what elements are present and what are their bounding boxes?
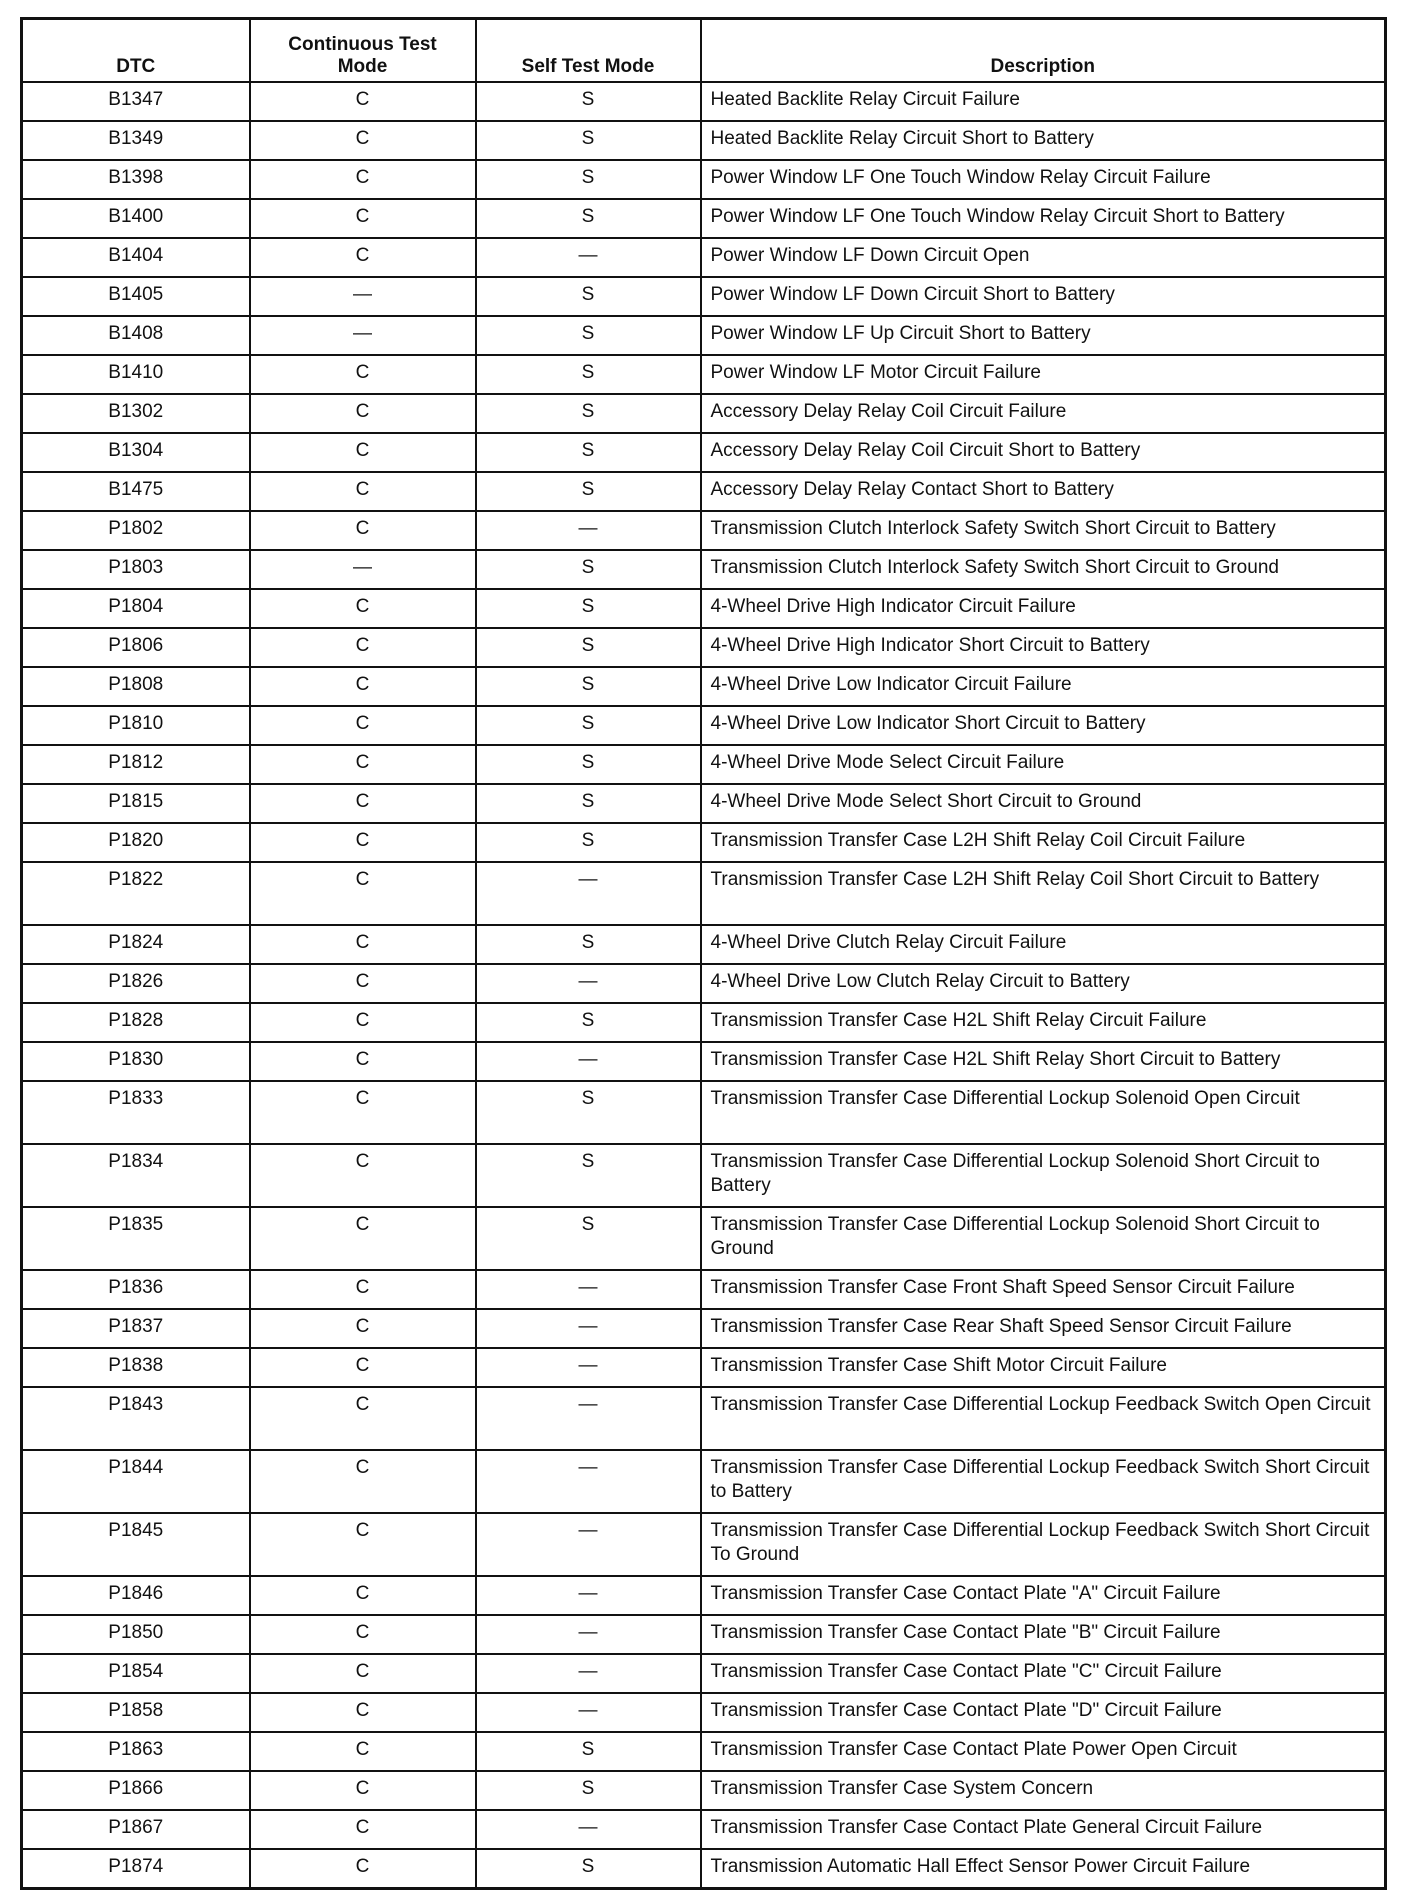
table-row bbox=[22, 784, 1386, 823]
description-cell: Power Window LF Motor Circuit Failure bbox=[701, 355, 1386, 394]
description-cell: Transmission Transfer Case Differential Lockup Solenoid Open Circuit bbox=[701, 1081, 1386, 1144]
table-row bbox=[22, 706, 1386, 745]
table-row bbox=[22, 1576, 1386, 1615]
dtc-code-cell: P1812 bbox=[22, 745, 250, 784]
continuous-test-mode-cell: C bbox=[250, 1654, 476, 1693]
table-row bbox=[22, 1042, 1386, 1081]
dtc-code-cell: P1854 bbox=[22, 1654, 250, 1693]
self-test-mode-cell: S bbox=[476, 160, 701, 199]
table-row bbox=[22, 1810, 1386, 1849]
continuous-test-mode-cell: C bbox=[250, 199, 476, 238]
self-test-mode-cell: — bbox=[476, 1450, 701, 1513]
continuous-test-mode-cell: C bbox=[250, 1849, 476, 1889]
dtc-code-cell: P1837 bbox=[22, 1309, 250, 1348]
self-test-mode-cell: — bbox=[476, 1615, 701, 1654]
description-cell: Accessory Delay Relay Coil Circuit Failure bbox=[701, 394, 1386, 433]
description-cell: Transmission Transfer Case Differential Lockup Solenoid Short Circuit to Ground bbox=[701, 1207, 1386, 1270]
continuous-test-mode-cell: C bbox=[250, 1615, 476, 1654]
description-cell: Transmission Transfer Case Differential Lockup Feedback Switch Short Circuit To Ground bbox=[701, 1513, 1386, 1576]
dtc-code-cell: P1836 bbox=[22, 1270, 250, 1309]
self-test-mode-cell: — bbox=[476, 1042, 701, 1081]
continuous-test-mode-cell: C bbox=[250, 1576, 476, 1615]
self-test-mode-cell: — bbox=[476, 1270, 701, 1309]
self-test-mode-cell: S bbox=[476, 1771, 701, 1810]
table-row bbox=[22, 628, 1386, 667]
continuous-test-mode-cell: C bbox=[250, 160, 476, 199]
table-row bbox=[22, 82, 1386, 121]
dtc-code-cell: P1835 bbox=[22, 1207, 250, 1270]
continuous-test-mode-cell: C bbox=[250, 1693, 476, 1732]
self-test-mode-cell: S bbox=[476, 823, 701, 862]
continuous-test-mode-cell: C bbox=[250, 1771, 476, 1810]
table-row bbox=[22, 1450, 1386, 1513]
self-test-mode-cell: S bbox=[476, 745, 701, 784]
continuous-test-mode-cell: — bbox=[250, 550, 476, 589]
description-cell: Power Window LF Down Circuit Short to Battery bbox=[701, 277, 1386, 316]
table-row bbox=[22, 1615, 1386, 1654]
self-test-mode-cell: S bbox=[476, 121, 701, 160]
self-test-mode-cell: S bbox=[476, 277, 701, 316]
table-row bbox=[22, 1732, 1386, 1771]
description-cell: Transmission Transfer Case Contact Plate "C" Circuit Failure bbox=[701, 1654, 1386, 1693]
self-test-mode-cell: S bbox=[476, 784, 701, 823]
dtc-code-cell: P1858 bbox=[22, 1693, 250, 1732]
description-cell: Power Window LF One Touch Window Relay Circuit Failure bbox=[701, 160, 1386, 199]
continuous-test-mode-cell: C bbox=[250, 706, 476, 745]
dtc-code-cell: B1302 bbox=[22, 394, 250, 433]
description-cell: Transmission Transfer Case Differential Lockup Feedback Switch Short Circuit to Battery bbox=[701, 1450, 1386, 1513]
continuous-test-mode-cell: C bbox=[250, 511, 476, 550]
dtc-code-cell: B1398 bbox=[22, 160, 250, 199]
table-row bbox=[22, 121, 1386, 160]
table-row bbox=[22, 925, 1386, 964]
continuous-test-mode-cell: C bbox=[250, 925, 476, 964]
dtc-code-cell: P1826 bbox=[22, 964, 250, 1003]
table-row bbox=[22, 823, 1386, 862]
description-cell: 4-Wheel Drive Low Clutch Relay Circuit to Battery bbox=[701, 964, 1386, 1003]
dtc-code-cell: P1844 bbox=[22, 1450, 250, 1513]
self-test-mode-cell: — bbox=[476, 1810, 701, 1849]
self-test-mode-cell: S bbox=[476, 82, 701, 121]
description-cell: 4-Wheel Drive Low Indicator Circuit Failure bbox=[701, 667, 1386, 706]
table-row bbox=[22, 355, 1386, 394]
table-row bbox=[22, 1849, 1386, 1889]
description-cell: Transmission Transfer Case Front Shaft Speed Sensor Circuit Failure bbox=[701, 1270, 1386, 1309]
description-cell: 4-Wheel Drive Low Indicator Short Circuit to Battery bbox=[701, 706, 1386, 745]
dtc-code-cell: B1475 bbox=[22, 472, 250, 511]
continuous-test-mode-cell: C bbox=[250, 823, 476, 862]
description-cell: Transmission Transfer Case Rear Shaft Speed Sensor Circuit Failure bbox=[701, 1309, 1386, 1348]
table-row bbox=[22, 472, 1386, 511]
continuous-test-mode-cell: C bbox=[250, 1207, 476, 1270]
description-cell: Power Window LF Up Circuit Short to Battery bbox=[701, 316, 1386, 355]
description-cell: Transmission Automatic Hall Effect Sensor Power Circuit Failure bbox=[701, 1849, 1386, 1889]
table-row bbox=[22, 511, 1386, 550]
continuous-test-mode-cell: C bbox=[250, 1387, 476, 1450]
continuous-test-mode-cell: C bbox=[250, 1513, 476, 1576]
table-row bbox=[22, 316, 1386, 355]
table-row bbox=[22, 1771, 1386, 1810]
table-row bbox=[22, 1387, 1386, 1450]
continuous-test-mode-cell: C bbox=[250, 82, 476, 121]
header-dtc: DTC bbox=[22, 19, 250, 83]
continuous-test-mode-cell: C bbox=[250, 472, 476, 511]
table-row bbox=[22, 1693, 1386, 1732]
continuous-test-mode-cell: C bbox=[250, 355, 476, 394]
description-cell: Transmission Transfer Case Contact Plate "B" Circuit Failure bbox=[701, 1615, 1386, 1654]
description-cell: Transmission Transfer Case H2L Shift Relay Circuit Failure bbox=[701, 1003, 1386, 1042]
continuous-test-mode-cell: C bbox=[250, 784, 476, 823]
continuous-test-mode-cell: C bbox=[250, 964, 476, 1003]
table-row bbox=[22, 1081, 1386, 1144]
header-self-test-mode: Self Test Mode bbox=[476, 19, 701, 83]
dtc-code-cell: P1822 bbox=[22, 862, 250, 925]
dtc-code-cell: B1349 bbox=[22, 121, 250, 160]
continuous-test-mode-cell: C bbox=[250, 589, 476, 628]
table-row bbox=[22, 238, 1386, 277]
continuous-test-mode-cell: C bbox=[250, 1309, 476, 1348]
table-row bbox=[22, 1309, 1386, 1348]
description-cell: Transmission Clutch Interlock Safety Switch Short Circuit to Battery bbox=[701, 511, 1386, 550]
self-test-mode-cell: — bbox=[476, 862, 701, 925]
dtc-code-cell: P1843 bbox=[22, 1387, 250, 1450]
dtc-code-cell: B1405 bbox=[22, 277, 250, 316]
dtc-code-cell: P1863 bbox=[22, 1732, 250, 1771]
table-row bbox=[22, 667, 1386, 706]
dtc-code-cell: P1846 bbox=[22, 1576, 250, 1615]
self-test-mode-cell: S bbox=[476, 925, 701, 964]
description-cell: Heated Backlite Relay Circuit Short to Battery bbox=[701, 121, 1386, 160]
table-row bbox=[22, 1513, 1386, 1576]
continuous-test-mode-cell: — bbox=[250, 277, 476, 316]
description-cell: Transmission Transfer Case Differential Lockup Feedback Switch Open Circuit bbox=[701, 1387, 1386, 1450]
description-cell: Transmission Clutch Interlock Safety Switch Short Circuit to Ground bbox=[701, 550, 1386, 589]
description-cell: Transmission Transfer Case Contact Plate General Circuit Failure bbox=[701, 1810, 1386, 1849]
dtc-code-cell: P1845 bbox=[22, 1513, 250, 1576]
description-cell: Transmission Transfer Case Contact Plate "A" Circuit Failure bbox=[701, 1576, 1386, 1615]
self-test-mode-cell: — bbox=[476, 1387, 701, 1450]
description-cell: 4-Wheel Drive Clutch Relay Circuit Failure bbox=[701, 925, 1386, 964]
dtc-code-cell: B1304 bbox=[22, 433, 250, 472]
table-row bbox=[22, 199, 1386, 238]
self-test-mode-cell: S bbox=[476, 355, 701, 394]
continuous-test-mode-cell: C bbox=[250, 394, 476, 433]
table-row bbox=[22, 550, 1386, 589]
dtc-table bbox=[20, 17, 1387, 1890]
dtc-code-cell: P1820 bbox=[22, 823, 250, 862]
dtc-code-cell: P1834 bbox=[22, 1144, 250, 1207]
continuous-test-mode-cell: C bbox=[250, 1348, 476, 1387]
self-test-mode-cell: S bbox=[476, 316, 701, 355]
self-test-mode-cell: S bbox=[476, 1207, 701, 1270]
table-row bbox=[22, 1003, 1386, 1042]
self-test-mode-cell: S bbox=[476, 433, 701, 472]
self-test-mode-cell: — bbox=[476, 1309, 701, 1348]
continuous-test-mode-cell: C bbox=[250, 1732, 476, 1771]
table-row bbox=[22, 745, 1386, 784]
description-cell: Transmission Transfer Case Contact Plate "D" Circuit Failure bbox=[701, 1693, 1386, 1732]
header-description: Description bbox=[701, 19, 1386, 83]
self-test-mode-cell: S bbox=[476, 1732, 701, 1771]
dtc-code-cell: P1867 bbox=[22, 1810, 250, 1849]
self-test-mode-cell: S bbox=[476, 589, 701, 628]
table-row bbox=[22, 589, 1386, 628]
self-test-mode-cell: S bbox=[476, 199, 701, 238]
description-cell: Transmission Transfer Case Differential Lockup Solenoid Short Circuit to Battery bbox=[701, 1144, 1386, 1207]
dtc-code-cell: P1815 bbox=[22, 784, 250, 823]
description-cell: 4-Wheel Drive Mode Select Circuit Failure bbox=[701, 745, 1386, 784]
self-test-mode-cell: — bbox=[476, 1348, 701, 1387]
description-cell: Transmission Transfer Case H2L Shift Relay Short Circuit to Battery bbox=[701, 1042, 1386, 1081]
dtc-code-cell: P1808 bbox=[22, 667, 250, 706]
continuous-test-mode-cell: C bbox=[250, 862, 476, 925]
continuous-test-mode-cell: C bbox=[250, 1003, 476, 1042]
continuous-test-mode-cell: C bbox=[250, 1450, 476, 1513]
self-test-mode-cell: S bbox=[476, 628, 701, 667]
self-test-mode-cell: S bbox=[476, 1081, 701, 1144]
dtc-code-cell: B1347 bbox=[22, 82, 250, 121]
continuous-test-mode-cell: — bbox=[250, 316, 476, 355]
continuous-test-mode-cell: C bbox=[250, 1042, 476, 1081]
description-cell: Power Window LF Down Circuit Open bbox=[701, 238, 1386, 277]
continuous-test-mode-cell: C bbox=[250, 1144, 476, 1207]
dtc-code-cell: B1408 bbox=[22, 316, 250, 355]
dtc-code-cell: B1400 bbox=[22, 199, 250, 238]
dtc-code-cell: P1824 bbox=[22, 925, 250, 964]
self-test-mode-cell: — bbox=[476, 511, 701, 550]
self-test-mode-cell: — bbox=[476, 238, 701, 277]
table-row bbox=[22, 160, 1386, 199]
continuous-test-mode-cell: C bbox=[250, 1270, 476, 1309]
description-cell: Transmission Transfer Case L2H Shift Relay Coil Short Circuit to Battery bbox=[701, 862, 1386, 925]
table-row bbox=[22, 1270, 1386, 1309]
self-test-mode-cell: S bbox=[476, 1003, 701, 1042]
self-test-mode-cell: S bbox=[476, 394, 701, 433]
description-cell: 4-Wheel Drive Mode Select Short Circuit to Ground bbox=[701, 784, 1386, 823]
self-test-mode-cell: — bbox=[476, 1576, 701, 1615]
dtc-code-cell: P1803 bbox=[22, 550, 250, 589]
table-row bbox=[22, 964, 1386, 1003]
header-continuous-test-mode: Continuous Test Mode bbox=[250, 19, 476, 83]
dtc-code-cell: P1874 bbox=[22, 1849, 250, 1889]
dtc-code-cell: P1806 bbox=[22, 628, 250, 667]
self-test-mode-cell: — bbox=[476, 964, 701, 1003]
continuous-test-mode-cell: C bbox=[250, 238, 476, 277]
description-cell: 4-Wheel Drive High Indicator Short Circuit to Battery bbox=[701, 628, 1386, 667]
table-row bbox=[22, 277, 1386, 316]
description-cell: Accessory Delay Relay Coil Circuit Short to Battery bbox=[701, 433, 1386, 472]
self-test-mode-cell: — bbox=[476, 1513, 701, 1576]
continuous-test-mode-cell: C bbox=[250, 628, 476, 667]
dtc-code-cell: P1838 bbox=[22, 1348, 250, 1387]
self-test-mode-cell: S bbox=[476, 550, 701, 589]
dtc-code-cell: P1866 bbox=[22, 1771, 250, 1810]
dtc-code-cell: B1410 bbox=[22, 355, 250, 394]
continuous-test-mode-cell: C bbox=[250, 433, 476, 472]
table-row bbox=[22, 1654, 1386, 1693]
description-cell: Power Window LF One Touch Window Relay Circuit Short to Battery bbox=[701, 199, 1386, 238]
self-test-mode-cell: S bbox=[476, 667, 701, 706]
description-cell: Transmission Transfer Case L2H Shift Relay Coil Circuit Failure bbox=[701, 823, 1386, 862]
table-row bbox=[22, 394, 1386, 433]
self-test-mode-cell: S bbox=[476, 1849, 701, 1889]
dtc-code-cell: P1802 bbox=[22, 511, 250, 550]
dtc-code-cell: P1833 bbox=[22, 1081, 250, 1144]
dtc-code-cell: P1828 bbox=[22, 1003, 250, 1042]
dtc-code-cell: P1810 bbox=[22, 706, 250, 745]
self-test-mode-cell: — bbox=[476, 1654, 701, 1693]
dtc-code-cell: P1850 bbox=[22, 1615, 250, 1654]
table-row bbox=[22, 862, 1386, 925]
table-body bbox=[22, 82, 1386, 1889]
table-row bbox=[22, 1207, 1386, 1270]
self-test-mode-cell: S bbox=[476, 472, 701, 511]
description-cell: Transmission Transfer Case System Concern bbox=[701, 1771, 1386, 1810]
table-row bbox=[22, 1144, 1386, 1207]
description-cell: Transmission Transfer Case Contact Plate Power Open Circuit bbox=[701, 1732, 1386, 1771]
dtc-code-cell: B1404 bbox=[22, 238, 250, 277]
dtc-code-cell: P1804 bbox=[22, 589, 250, 628]
header-row bbox=[22, 19, 1386, 83]
continuous-test-mode-cell: C bbox=[250, 1810, 476, 1849]
table-row bbox=[22, 1348, 1386, 1387]
continuous-test-mode-cell: C bbox=[250, 121, 476, 160]
description-cell: Heated Backlite Relay Circuit Failure bbox=[701, 82, 1386, 121]
table-row bbox=[22, 433, 1386, 472]
description-cell: Transmission Transfer Case Shift Motor Circuit Failure bbox=[701, 1348, 1386, 1387]
description-cell: Accessory Delay Relay Contact Short to Battery bbox=[701, 472, 1386, 511]
continuous-test-mode-cell: C bbox=[250, 1081, 476, 1144]
self-test-mode-cell: — bbox=[476, 1693, 701, 1732]
continuous-test-mode-cell: C bbox=[250, 745, 476, 784]
self-test-mode-cell: S bbox=[476, 1144, 701, 1207]
self-test-mode-cell: S bbox=[476, 706, 701, 745]
description-cell: 4-Wheel Drive High Indicator Circuit Failure bbox=[701, 589, 1386, 628]
continuous-test-mode-cell: C bbox=[250, 667, 476, 706]
dtc-code-cell: P1830 bbox=[22, 1042, 250, 1081]
